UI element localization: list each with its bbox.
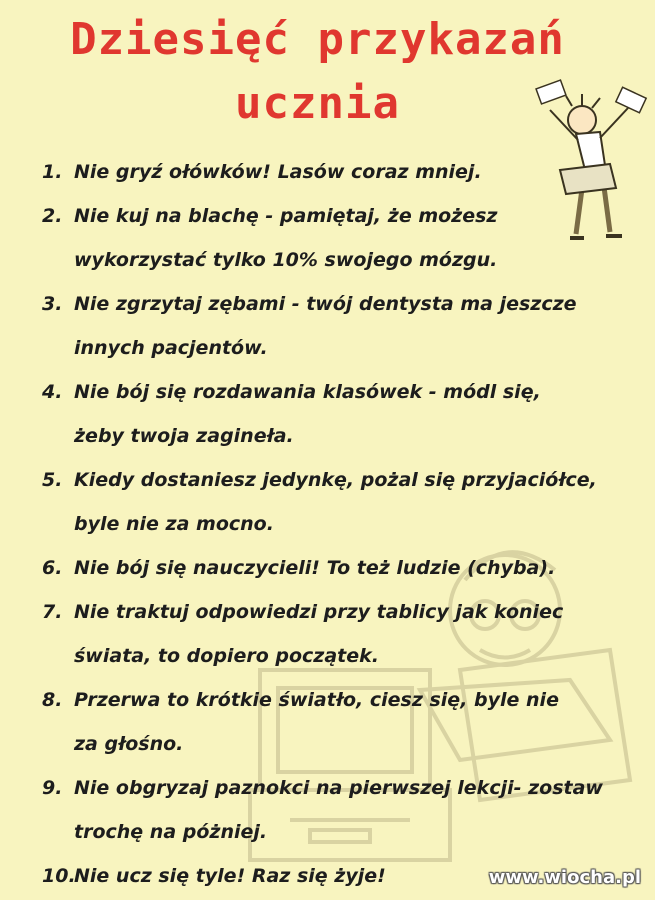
- page-title: Dziesięć przykazań: [70, 14, 565, 65]
- item-text: Kiedy dostaniesz jedynkę, pożal się przyjaciółce,: [74, 469, 597, 491]
- list-item: [42, 766, 642, 854]
- item-number: 1.: [42, 161, 63, 183]
- item-continuation-line: [42, 810, 642, 854]
- item-continuation-line: [42, 414, 642, 458]
- item-number: 8.: [42, 689, 63, 711]
- item-number: 10.: [42, 865, 76, 887]
- item-first-line: [42, 458, 642, 502]
- commandments-list: [42, 150, 642, 898]
- item-text: Przerwa to krótkie światło, ciesz się, byle nie: [74, 689, 559, 711]
- item-text: Nie ucz się tyle! Raz się żyje!: [74, 865, 386, 887]
- item-text: Nie gryź ołówków! Lasów coraz mniej.: [74, 161, 482, 183]
- item-continuation-line: [42, 326, 642, 370]
- item-continuation-line: [42, 634, 642, 678]
- item-first-line: [42, 282, 642, 326]
- item-text: za głośno.: [74, 733, 184, 755]
- item-first-line: [42, 370, 642, 414]
- item-text: Nie zgrzytaj zębami - twój dentysta ma jeszcze: [74, 293, 577, 315]
- item-text: trochę na póżniej.: [74, 821, 268, 843]
- item-text: świata, to dopiero początek.: [74, 645, 379, 667]
- item-number: 7.: [42, 601, 63, 623]
- item-first-line: [42, 590, 642, 634]
- item-text: byle nie za mocno.: [74, 513, 274, 535]
- item-continuation-line: [42, 722, 642, 766]
- item-number: 9.: [42, 777, 63, 799]
- list-item: [42, 546, 642, 590]
- item-text: Nie traktuj odpowiedzi przy tablicy jak koniec: [74, 601, 564, 623]
- item-number: 2.: [42, 205, 63, 227]
- list-item: [42, 150, 642, 194]
- item-number: 4.: [42, 381, 63, 403]
- item-first-line: [42, 150, 642, 194]
- list-item: [42, 678, 642, 766]
- item-text: Nie bój się rozdawania klasówek - módl się,: [74, 381, 541, 403]
- item-continuation-line: [42, 238, 642, 282]
- item-text: Nie obgryzaj paznokci na pierwszej lekcji- zostaw: [74, 777, 603, 799]
- item-text: innych pacjentów.: [74, 337, 268, 359]
- item-first-line: [42, 546, 642, 590]
- site-watermark: www.wiocha.pl: [488, 867, 641, 888]
- item-first-line: [42, 194, 642, 238]
- item-number: 5.: [42, 469, 63, 491]
- item-number: 6.: [42, 557, 63, 579]
- item-text: Nie kuj na blachę - pamiętaj, że możesz: [74, 205, 498, 227]
- item-first-line: [42, 678, 642, 722]
- list-item: [42, 590, 642, 678]
- list-item: [42, 370, 642, 458]
- item-text: wykorzystać tylko 10% swojego mózgu.: [74, 249, 498, 271]
- item-number: 3.: [42, 293, 63, 315]
- item-text: Nie bój się nauczycieli! To też ludzie (chyba).: [74, 557, 556, 579]
- list-item: [42, 194, 642, 282]
- item-continuation-line: [42, 502, 642, 546]
- list-item: [42, 282, 642, 370]
- item-first-line: [42, 766, 642, 810]
- item-text: żeby twoja zagineła.: [74, 425, 294, 447]
- page-subtitle: ucznia: [235, 78, 400, 129]
- list-item: [42, 458, 642, 546]
